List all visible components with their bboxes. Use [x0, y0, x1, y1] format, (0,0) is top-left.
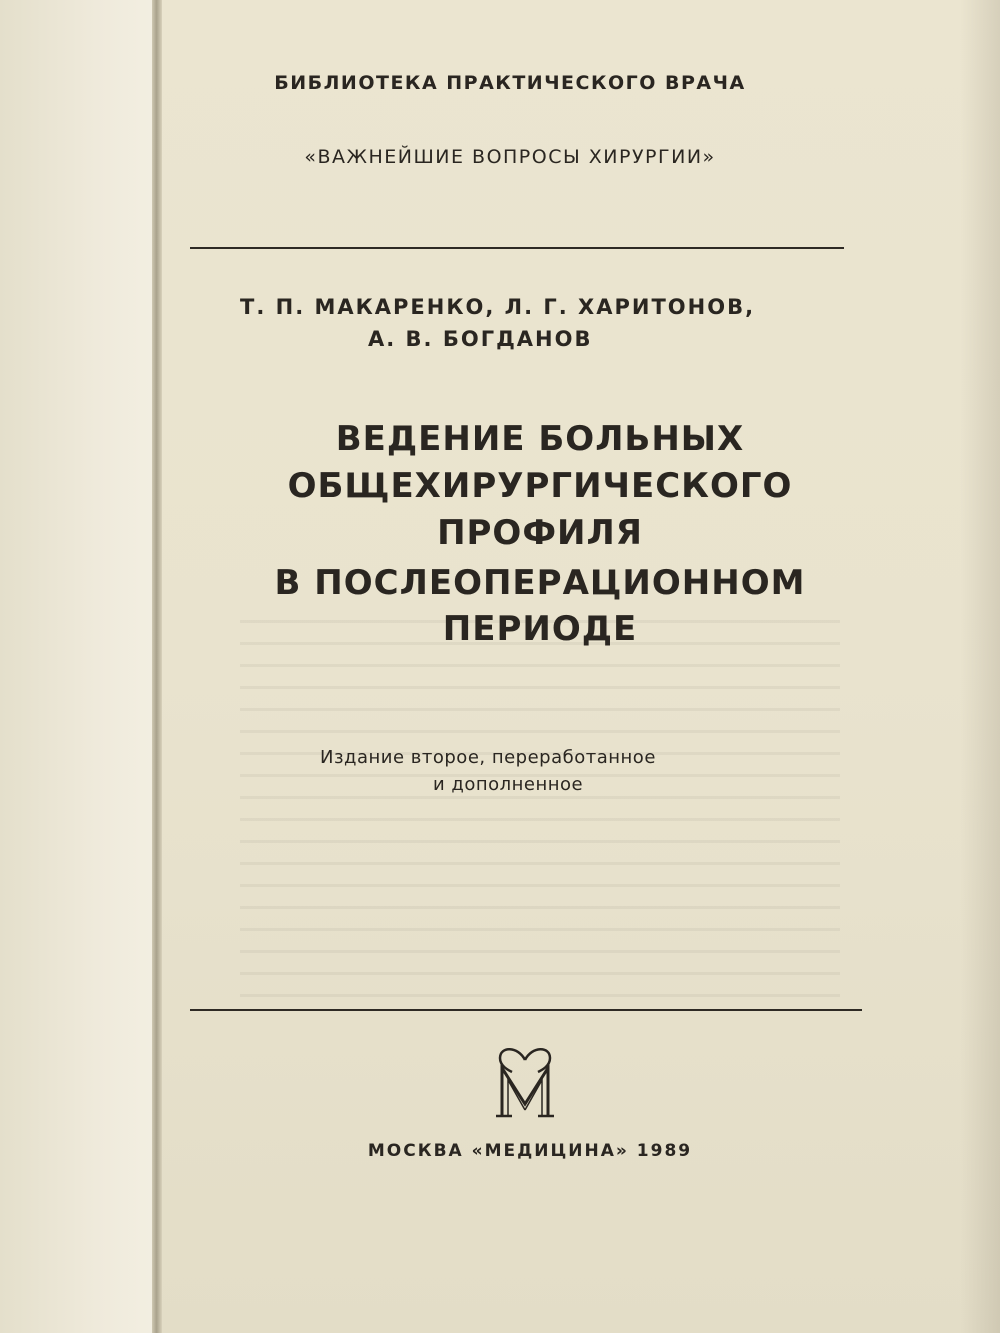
authors-line-2: А. В. БОГДАНОВ: [368, 327, 593, 351]
bottom-divider: [190, 1009, 862, 1011]
publisher-logo-icon: [490, 1040, 560, 1120]
edition-line-1: Издание второе, переработанное: [320, 747, 656, 768]
edition-line-2: и дополненное: [433, 774, 584, 795]
book-title-line-5: ПЕРИОДЕ: [442, 609, 638, 649]
book-gutter: [152, 0, 162, 1333]
publisher-imprint: МОСКВА «МЕДИЦИНА» 1989: [367, 1141, 693, 1161]
page-shadow: [960, 0, 1000, 1333]
subseries-title: «ВАЖНЕЙШИЕ ВОПРОСЫ ХИРУРГИИ»: [304, 146, 716, 168]
book-title-line-2: ОБЩЕХИРУРГИЧЕСКОГО: [287, 466, 793, 506]
book-title-line-3: ПРОФИЛЯ: [437, 513, 643, 553]
left-page-edge: [0, 0, 160, 1333]
show-through-text: [240, 620, 840, 1000]
top-divider: [190, 247, 844, 249]
book-title-line-4: В ПОСЛЕОПЕРАЦИОННОМ: [274, 563, 806, 603]
book-title-line-1: ВЕДЕНИЕ БОЛЬНЫХ: [335, 419, 745, 459]
series-title: БИБЛИОТЕКА ПРАКТИЧЕСКОГО ВРАЧА: [274, 72, 746, 94]
authors-line-1: Т. П. МАКАРЕНКО, Л. Г. ХАРИТОНОВ,: [240, 295, 756, 319]
